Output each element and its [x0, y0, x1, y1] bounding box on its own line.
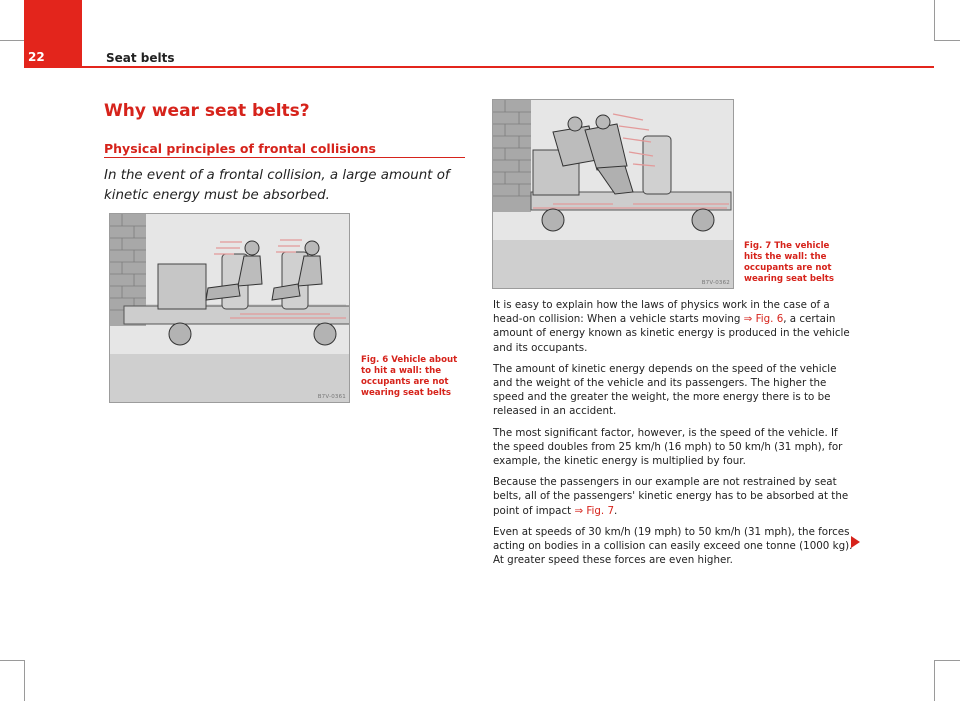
- body-text: [493, 298, 853, 574]
- vehicle-before-impact-drawing: [110, 214, 349, 402]
- paragraph-text: The amount of kinetic energy depends on the speed of the vehicle and the weight of the vehicle and its passengers. The higher the speed and the greater the weight, the more energy there is to be released in an accident.: [493, 362, 837, 418]
- paragraph-text: The most significant factor, however, is the speed of the vehicle. If the speed doubles from 25 km/h (16 mph) to 50 km/h (31 mph), for example, the kinetic energy is multiplied by four.: [493, 426, 843, 468]
- paragraph-text: Because the passengers in our example are not restrained by seat belts, all of the passengers' kinetic energy has to be absorbed at the point of impact: [493, 476, 849, 517]
- paragraph-text: It is easy to explain how the laws of physics work in the case of a head-on collision: When a vehicle starts moving: [493, 299, 830, 326]
- paragraph: [493, 298, 853, 355]
- crop-mark: [0, 660, 24, 661]
- paragraph-text: Even at speeds of 30 km/h (19 mph) to 50 km/h (31 mph), the forces acting on bodies in a collision can easily exceed one tonne (1000 kg). At greater speed these forces are even higher.: [493, 525, 853, 567]
- subheading-rule: [104, 157, 465, 158]
- subheading: Physical principles of frontal collisions: [104, 141, 376, 156]
- page-number: 22: [28, 50, 45, 64]
- crop-mark: [934, 660, 935, 701]
- header-rule: [24, 66, 934, 68]
- crop-mark: [24, 660, 25, 701]
- figure-7-link[interactable]: ⇒ Fig. 7: [574, 504, 615, 517]
- page-heading: Why wear seat belts?: [104, 101, 310, 121]
- page-number-tab: [24, 0, 82, 66]
- continue-arrow-icon: [851, 536, 860, 548]
- paragraph: [493, 525, 853, 568]
- lead-text: In the event of a frontal collision, a large amount of kinetic energy must be absorbed.: [104, 168, 450, 203]
- crop-mark: [934, 0, 935, 40]
- figure-code: B7V-0362: [701, 280, 730, 286]
- vehicle-impact-drawing: [493, 100, 733, 288]
- figure-7-caption: Fig. 7 The vehicle hits the wall: the occupants are not wearing seat belts: [744, 241, 835, 284]
- paragraph: [493, 362, 853, 419]
- figure-code: B7V-0361: [317, 394, 346, 400]
- crop-mark: [0, 40, 24, 41]
- figure-6-caption: Fig. 6 Vehicle about to hit a wall: the occupants are not wearing seat belts: [361, 355, 458, 398]
- paragraph: [493, 426, 853, 469]
- crop-mark: [934, 40, 960, 41]
- paragraph-text: .: [614, 504, 618, 517]
- paragraph-text: , a certain amount of energy known as kinetic energy is produced in the vehicle and its occupants.: [493, 313, 850, 354]
- figure-6-link[interactable]: ⇒ Fig. 6: [743, 313, 784, 326]
- crop-mark: [934, 660, 960, 661]
- figure-6-illustration: [109, 213, 350, 403]
- section-title: Seat belts: [106, 51, 175, 65]
- paragraph: [493, 475, 853, 518]
- figure-7-illustration: [492, 99, 734, 289]
